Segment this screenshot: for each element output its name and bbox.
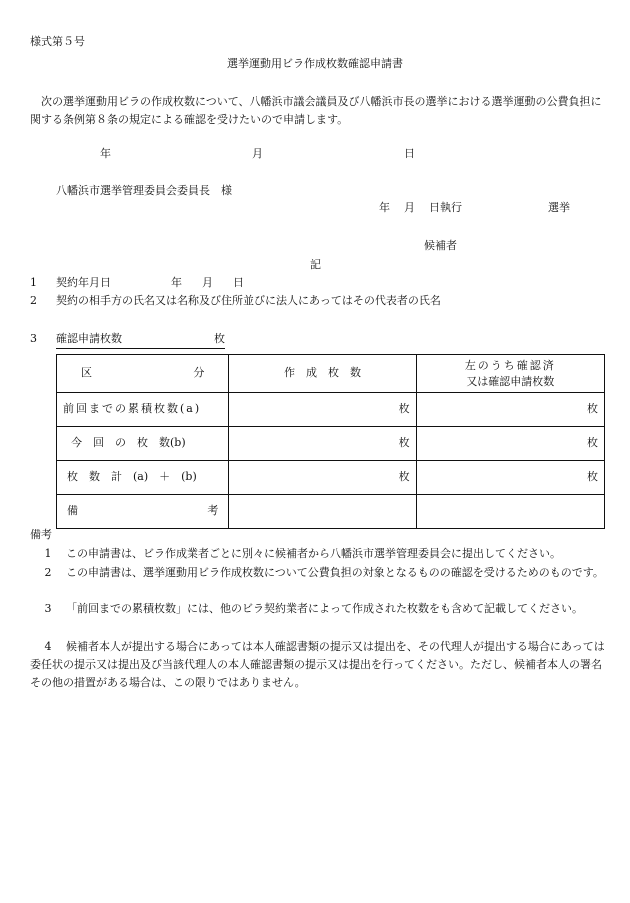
header-confirmed-line1: 左のうち確認済	[464, 358, 556, 372]
item-number: 2	[30, 294, 37, 307]
item-day-label: 日	[233, 276, 244, 289]
confirmed-count-cell[interactable]	[416, 461, 604, 495]
intro-paragraph	[30, 93, 610, 129]
table-row	[57, 461, 605, 495]
item-unit: 枚	[214, 332, 225, 345]
table-row	[57, 427, 605, 461]
count-table	[56, 354, 605, 529]
note-number: 4	[44, 640, 52, 653]
row-label-cell	[57, 461, 229, 495]
election-name-label: 選挙	[548, 201, 570, 214]
unit-label: 枚	[398, 470, 410, 484]
note-item	[30, 545, 610, 563]
header-created-count-label: 作 成 枚 数	[283, 366, 361, 380]
note-text: 「前回までの累積枚数」には、他のビラ契約業者によって作成された枚数をも含めて記載してください。	[66, 602, 583, 615]
item-contract-date	[30, 275, 244, 292]
remarks-left: 備	[67, 504, 78, 518]
note-item	[30, 638, 610, 692]
row-label: 今 回 の 枚 数(b)	[71, 436, 186, 450]
unit-label: 枚	[587, 402, 598, 416]
item-label: 確認申請枚数	[56, 332, 122, 345]
item-label: 契約の相手方の氏名又は名称及び住所並びに法人にあってはその代表者の氏名	[56, 294, 441, 307]
confirmed-count-cell[interactable]	[416, 393, 604, 427]
date-month-label: 月	[251, 147, 263, 160]
item-year-label: 年	[171, 276, 182, 289]
header-category-left: 区	[81, 366, 92, 380]
item-number: 1	[30, 276, 37, 289]
note-text: この申請書は、ビラ作成業者ごとに別々に候補者から八幡浜市選挙管理委員会に提出してください。	[66, 547, 561, 560]
row-label-cell	[57, 427, 229, 461]
unit-label: 枚	[587, 436, 598, 450]
confirmed-count-cell[interactable]	[416, 427, 604, 461]
unit-label: 枚	[398, 402, 410, 416]
candidate-label: 候補者	[424, 239, 457, 252]
header-confirmed-line2: 又は確認申請枚数	[466, 374, 555, 388]
note-text: この申請書は、選挙運動用ビラ作成枚数について公費負担の対象となるものの確認を受けるためのものです。	[66, 566, 604, 579]
note-number: 3	[44, 602, 52, 615]
unit-label: 枚	[398, 436, 410, 450]
header-category-right: 分	[193, 366, 205, 380]
row-label: 前回までの累積枚数(a)	[63, 402, 202, 416]
created-count-cell[interactable]	[229, 461, 416, 495]
remarks-cell-2[interactable]	[416, 495, 604, 529]
election-year-label: 年	[379, 201, 390, 214]
row-label-cell	[57, 393, 229, 427]
item-number: 3	[30, 332, 37, 345]
page-title: 選挙運動用ビラ作成枚数確認申請書	[227, 57, 403, 70]
date-year-label: 年	[100, 147, 111, 160]
requested-count-field[interactable]	[56, 331, 225, 349]
note-text: 候補者本人が提出する場合にあっては本人確認書類の提示又は提出を、その代理人が提出する場合にあっては委任状の提示又は提出及び当該代理人の本人確認書類の提示又は提出を行ってください。ただし、候補者本人の署名その他の措置がある場合は、この限りではありません。	[30, 640, 605, 689]
date-day-label: 日	[403, 147, 415, 160]
item-label: 契約年月日	[56, 276, 111, 289]
remarks-cell[interactable]	[229, 495, 416, 529]
table-row	[57, 393, 605, 427]
addressee: 八幡浜市選挙管理委員会委員長 様	[56, 184, 232, 197]
item-month-label: 月	[202, 276, 213, 289]
election-line	[379, 200, 570, 217]
application-date	[100, 146, 415, 163]
notes-heading: 備考	[30, 528, 52, 541]
note-item	[30, 600, 610, 618]
table-header-row	[57, 355, 605, 393]
header-category	[57, 355, 229, 393]
item-requested-count	[30, 331, 225, 349]
unit-label: 枚	[587, 470, 598, 484]
election-month-label: 月	[404, 201, 415, 214]
table-row-remarks	[57, 495, 605, 529]
intro-text: 次の選挙運動用ビラの作成枚数について、八幡浜市議会議員及び八幡浜市長の選挙における選挙運動の公費負担に関する条例第８条の規定による確認を受けたいので申請します。	[30, 95, 602, 126]
election-day-label: 日執行	[429, 201, 462, 214]
ki-heading: 記	[310, 258, 321, 271]
note-number: 2	[44, 566, 52, 579]
remarks-right: 考	[207, 504, 219, 518]
item-contractor	[30, 293, 441, 310]
remarks-label-cell	[57, 495, 229, 529]
note-number: 1	[44, 547, 52, 560]
created-count-cell[interactable]	[229, 393, 416, 427]
created-count-cell[interactable]	[229, 427, 416, 461]
row-label: 枚 数 計 (a) ＋ (b)	[67, 470, 197, 484]
header-created-count	[229, 355, 416, 393]
header-confirmed-count	[416, 355, 604, 393]
note-item	[30, 564, 610, 582]
form-number: 様式第５号	[30, 35, 85, 48]
